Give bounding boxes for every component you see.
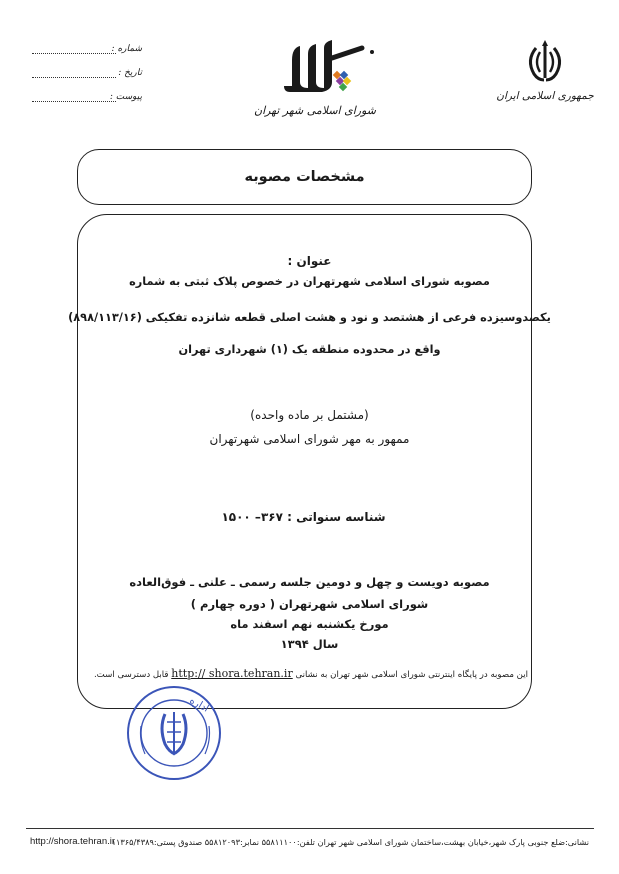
subject-label: عنوان : (287, 254, 332, 268)
stamp-label: اداره (187, 695, 211, 715)
council-logo-icon (270, 38, 380, 96)
article-note: (مشتمل بر ماده واحده) (250, 408, 369, 422)
field-date (32, 68, 142, 84)
council-name: شورای اسلامی شهر تهران (254, 104, 376, 117)
field-number-label: شماره : (111, 44, 142, 54)
field-date-dots (32, 77, 116, 78)
approval-line-1: مصوبه دویست و چهل و دومین جلسه رسمی ـ علنی ـ فوق‌العاده (129, 575, 490, 589)
footer-rule (26, 828, 594, 829)
url-sentence (93, 667, 528, 680)
url-sentence-prefix: این مصوبه در پایگاه اینترنتی شورای اسلامی شهر تهران به نشانی (295, 670, 528, 680)
field-attachment-label: پیوست : (109, 92, 142, 102)
subject-line-1: مصوبه شورای اسلامی شهرتهران در خصوص پلاک ثبتی به شماره (129, 275, 490, 288)
field-number-dots (32, 53, 116, 54)
seal-note: ممهور به مهر شورای اسلامی شهرتهران (209, 432, 410, 446)
approval-line-2: شورای اسلامی شهرتهران ( دوره چهارم ) (190, 597, 429, 611)
field-date-label: تاریخ : (118, 68, 142, 78)
republic-name: جمهوری اسلامی ایران (496, 90, 594, 102)
subject-line-3: واقع در محدوده منطقه یک (۱) شهرداری تهران (178, 343, 441, 356)
url-sentence-suffix: قابل دسترسی است. (93, 670, 169, 680)
field-attachment-dots (32, 101, 116, 102)
approval-line-4: سال ۱۳۹۴ (280, 637, 339, 651)
field-number (32, 44, 142, 60)
footer-website[interactable]: http://shora.tehran.ir (30, 836, 116, 847)
title-box (77, 149, 532, 205)
footer-address: نشانی:ضلع جنوبی پارک شهر،خیابان بهشت،ساختمان شورای اسلامی شهر تهران تلفن:۵۵۸۱۱۱۰۰ نمابر:۵۵۸۱۲۰۹۳ صندوق پستی:۱۱۳۶۵/۴۳۸۹ (111, 837, 589, 847)
subject-line-2: یکصدوسیزده فرعی از هشتصد و نود و هشت اصلی قطعه شانزده تفکیکی (۸۹۸/۱۱۳/۱۶) (68, 311, 551, 324)
field-attachment (32, 92, 142, 108)
council-website-link[interactable]: http:// shora.tehran.ir (171, 667, 293, 680)
approval-line-3: مورخ یکشنبه نهم اسفند ماه (230, 617, 389, 631)
title-text: مشخصات مصوبه (244, 169, 365, 185)
iran-emblem-icon (520, 38, 570, 88)
document-id: شناسه سنواتی : ۳۶۷– ۱۵۰۰ (221, 510, 386, 524)
content-box (77, 214, 532, 709)
official-stamp-icon (125, 684, 223, 782)
